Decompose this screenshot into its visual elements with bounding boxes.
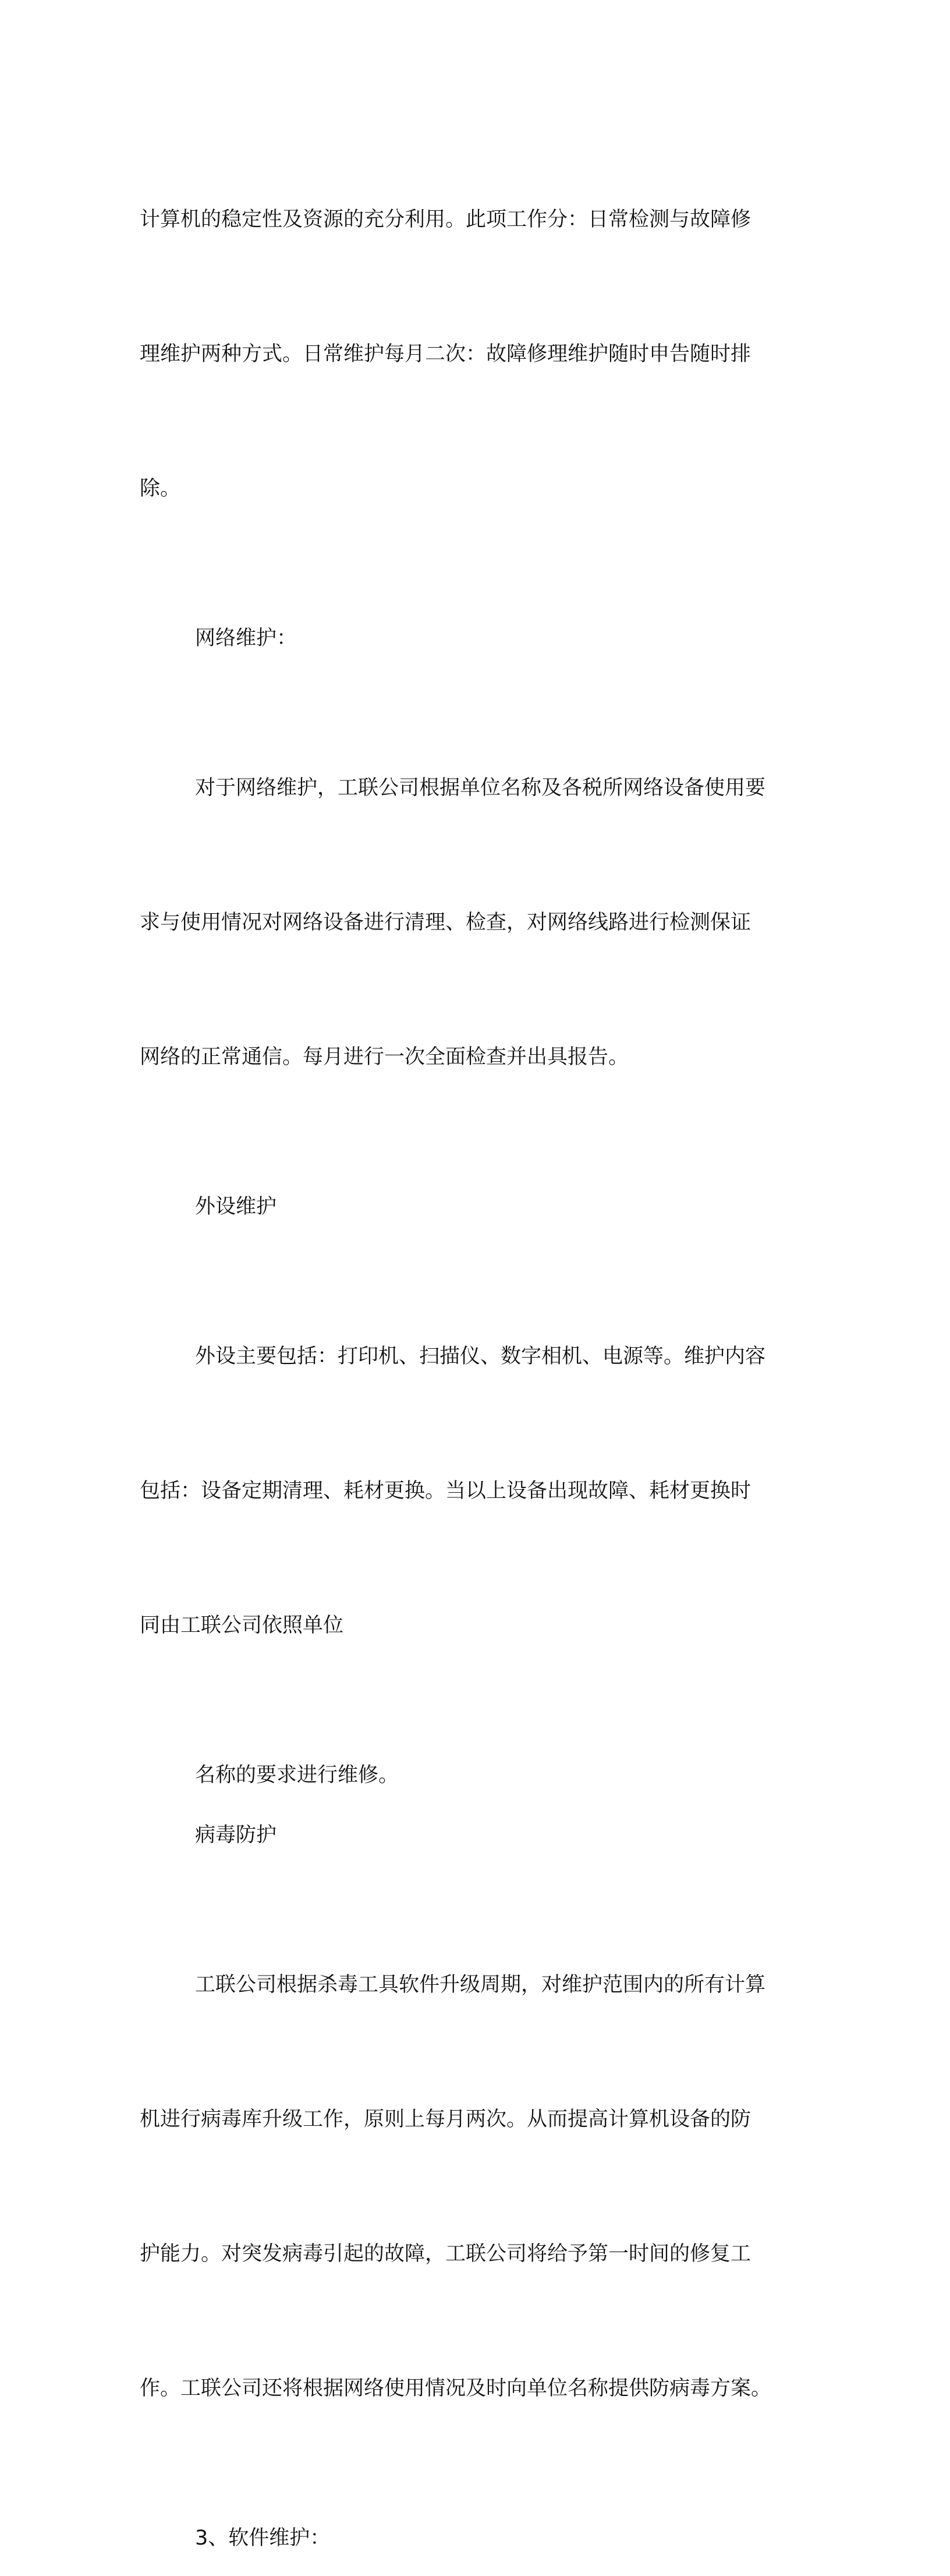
document-body (140, 108, 800, 2576)
paragraph-network-maintenance (140, 676, 800, 1169)
paragraph-computer-maintenance (140, 108, 800, 601)
text-line: 机进行病毒库升级工作，原则上每月两次。从而提高计算机设备的防 (140, 2108, 752, 2131)
text-line: 对于网络维护，工联公司根据单位名称及各税所网络设备使用要 (195, 776, 766, 800)
text-line: 求与使用情况对网络设备进行清理、检查，对网络线路进行检测保证 (140, 911, 752, 934)
heading-network-maintenance: 网络维护： (195, 627, 297, 650)
paragraph-peripheral-maintenance (140, 1245, 800, 1738)
text-line: 计算机的稳定性及资源的充分利用。此项工作分：日常检测与故障修 (140, 208, 752, 231)
paragraph-peripheral-continuation: 名称的要求进行维修。 (195, 1764, 399, 1787)
text-line: 包括：设备定期清理、耗材更换。当以上设备出现故障、耗材更换时 (140, 1479, 752, 1503)
text-line: 同由工联公司依照单位 (140, 1614, 344, 1637)
paragraph-virus-protection (140, 1873, 800, 2501)
text-line: 作。工联公司还将根据网络使用情况及时向单位名称提供防病毒方案。 (140, 2377, 772, 2400)
heading-peripheral-maintenance: 外设维护 (195, 1195, 277, 1218)
text-line: 护能力。对突发病毒引起的故障，工联公司将给予第一时间的修复工 (140, 2242, 752, 2266)
heading-virus-protection: 病毒防护 (195, 1824, 277, 1847)
text-line: 理维护两种方式。日常维护每月二次：故障修理维护随时申告随时排 (140, 342, 752, 366)
text-line: 网络的正常通信。每月进行一次全面检查并出具报告。 (140, 1045, 629, 1069)
text-line: 外设主要包括：打印机、扫描仪、数字相机、电源等。维护内容 (195, 1345, 766, 1368)
heading-software-maintenance: 3、软件维护： (195, 2526, 331, 2550)
text-line: 除。 (140, 477, 181, 500)
text-line: 工联公司根据杀毒工具软件升级周期，对维护范围内的所有计算 (195, 1973, 766, 1997)
